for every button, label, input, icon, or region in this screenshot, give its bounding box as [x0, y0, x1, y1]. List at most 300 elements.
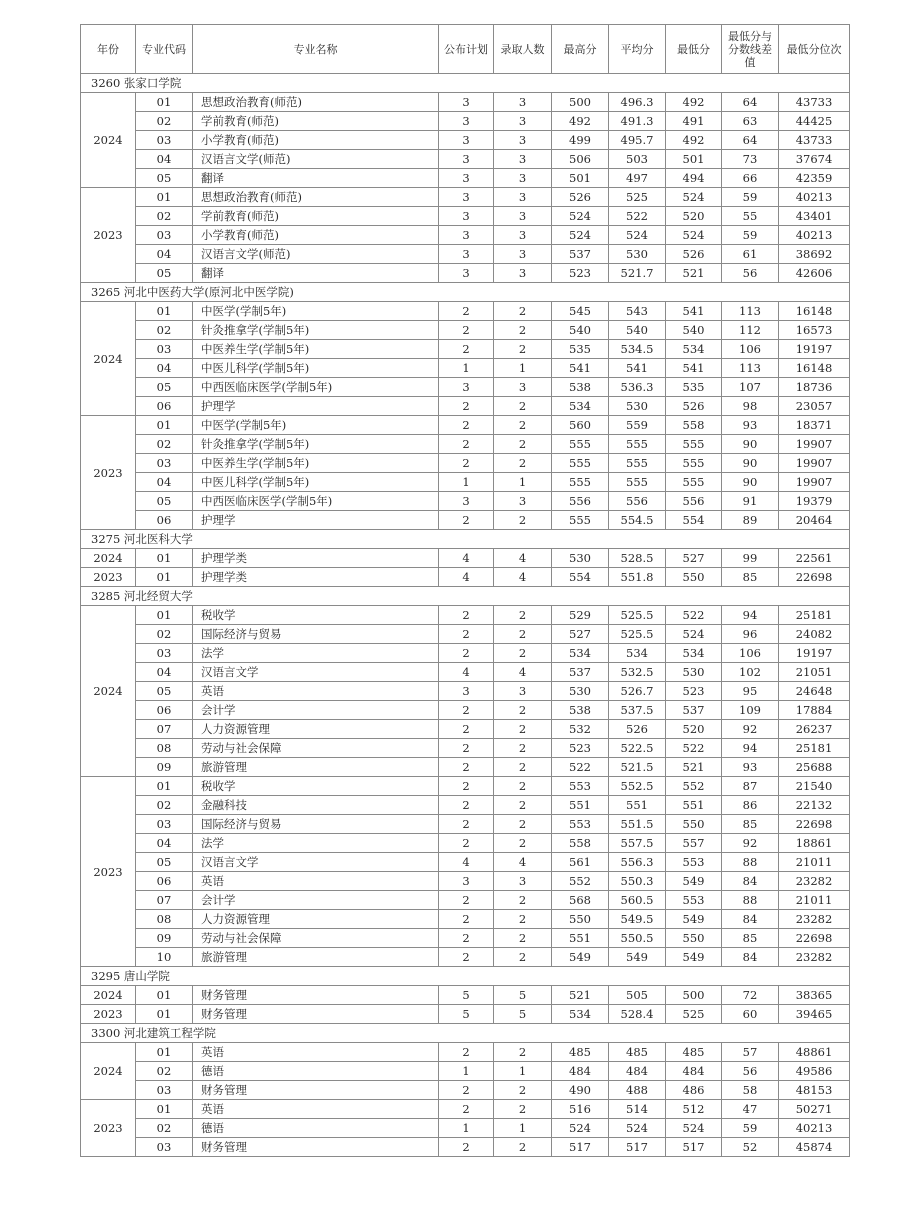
table-row [81, 511, 850, 530]
score-diff-cell: 89 [722, 511, 779, 530]
score-diff-cell: 94 [722, 739, 779, 758]
min-score-cell: 486 [666, 1081, 722, 1100]
score-diff-cell: 92 [722, 720, 779, 739]
admitted-cell: 3 [494, 131, 552, 150]
score-diff-cell: 94 [722, 606, 779, 625]
major-name-cell: 中医学(学制5年) [193, 302, 439, 321]
score-diff-cell: 92 [722, 834, 779, 853]
plan-cell: 2 [439, 815, 494, 834]
major-name-cell: 护理学 [193, 511, 439, 530]
major-code-cell: 02 [136, 435, 193, 454]
min-score-cell: 524 [666, 188, 722, 207]
table-row [81, 169, 850, 188]
table-row [81, 264, 850, 283]
major-code-cell: 06 [136, 701, 193, 720]
table-row [81, 150, 850, 169]
admitted-cell: 2 [494, 321, 552, 340]
admitted-cell: 2 [494, 1138, 552, 1157]
major-name-cell: 小学教育(师范) [193, 131, 439, 150]
major-name-cell: 财务管理 [193, 1005, 439, 1024]
avg-score-cell: 557.5 [609, 834, 666, 853]
avg-score-cell: 556 [609, 492, 666, 511]
institution-title: 3300 河北建筑工程学院 [81, 1024, 850, 1043]
avg-score-cell: 522.5 [609, 739, 666, 758]
admitted-cell: 3 [494, 682, 552, 701]
table-row [81, 853, 850, 872]
avg-score-cell: 551 [609, 796, 666, 815]
plan-cell: 3 [439, 226, 494, 245]
min-score-cell: 527 [666, 549, 722, 568]
avg-score-cell: 485 [609, 1043, 666, 1062]
min-score-cell: 521 [666, 264, 722, 283]
table-row [81, 131, 850, 150]
avg-score-cell: 534 [609, 644, 666, 663]
min-rank-cell: 40213 [779, 1119, 850, 1138]
score-diff-cell: 72 [722, 986, 779, 1005]
score-diff-cell: 57 [722, 1043, 779, 1062]
major-name-cell: 国际经济与贸易 [193, 815, 439, 834]
table-row [81, 302, 850, 321]
min-rank-cell: 50271 [779, 1100, 850, 1119]
major-code-cell: 02 [136, 796, 193, 815]
max-score-cell: 549 [552, 948, 609, 967]
plan-cell: 3 [439, 264, 494, 283]
min-score-cell: 552 [666, 777, 722, 796]
major-name-cell: 翻译 [193, 264, 439, 283]
admitted-cell: 3 [494, 378, 552, 397]
major-code-cell: 01 [136, 1043, 193, 1062]
table-row [81, 891, 850, 910]
score-diff-cell: 64 [722, 131, 779, 150]
major-name-cell: 翻译 [193, 169, 439, 188]
score-diff-cell: 93 [722, 416, 779, 435]
score-diff-cell: 113 [722, 302, 779, 321]
header-year: 年份 [81, 25, 136, 74]
min-score-cell: 524 [666, 625, 722, 644]
admitted-cell: 2 [494, 644, 552, 663]
major-code-cell: 03 [136, 226, 193, 245]
min-score-cell: 522 [666, 739, 722, 758]
avg-score-cell: 541 [609, 359, 666, 378]
major-code-cell: 01 [136, 777, 193, 796]
avg-score-cell: 560.5 [609, 891, 666, 910]
major-code-cell: 04 [136, 834, 193, 853]
major-name-cell: 劳动与社会保障 [193, 739, 439, 758]
admitted-cell: 3 [494, 872, 552, 891]
plan-cell: 2 [439, 758, 494, 777]
plan-cell: 3 [439, 169, 494, 188]
score-diff-cell: 84 [722, 872, 779, 891]
score-diff-cell: 106 [722, 340, 779, 359]
major-code-cell: 01 [136, 549, 193, 568]
plan-cell: 3 [439, 188, 494, 207]
min-score-cell: 501 [666, 150, 722, 169]
score-diff-cell: 87 [722, 777, 779, 796]
table-row [81, 910, 850, 929]
min-score-cell: 557 [666, 834, 722, 853]
avg-score-cell: 550.3 [609, 872, 666, 891]
min-score-cell: 512 [666, 1100, 722, 1119]
plan-cell: 2 [439, 511, 494, 530]
score-diff-cell: 63 [722, 112, 779, 131]
major-name-cell: 会计学 [193, 891, 439, 910]
year-cell: 2024 [81, 302, 136, 416]
avg-score-cell: 521.7 [609, 264, 666, 283]
year-cell: 2023 [81, 416, 136, 530]
min-score-cell: 553 [666, 891, 722, 910]
score-diff-cell: 59 [722, 188, 779, 207]
avg-score-cell: 526 [609, 720, 666, 739]
header-row [81, 25, 850, 74]
score-diff-cell: 91 [722, 492, 779, 511]
min-score-cell: 537 [666, 701, 722, 720]
plan-cell: 2 [439, 644, 494, 663]
score-diff-cell: 102 [722, 663, 779, 682]
avg-score-cell: 549.5 [609, 910, 666, 929]
min-rank-cell: 16148 [779, 302, 850, 321]
admitted-cell: 4 [494, 853, 552, 872]
avg-score-cell: 521.5 [609, 758, 666, 777]
min-score-cell: 555 [666, 454, 722, 473]
avg-score-cell: 525.5 [609, 606, 666, 625]
max-score-cell: 501 [552, 169, 609, 188]
major-name-cell: 法学 [193, 644, 439, 663]
header-max-score: 最高分 [552, 25, 609, 74]
year-cell: 2023 [81, 777, 136, 967]
major-code-cell: 10 [136, 948, 193, 967]
max-score-cell: 554 [552, 568, 609, 587]
score-diff-cell: 98 [722, 397, 779, 416]
admitted-cell: 2 [494, 834, 552, 853]
table-row [81, 321, 850, 340]
score-diff-cell: 64 [722, 93, 779, 112]
admitted-cell: 2 [494, 796, 552, 815]
min-rank-cell: 24648 [779, 682, 850, 701]
header-min-rank: 最低分位次 [779, 25, 850, 74]
max-score-cell: 553 [552, 777, 609, 796]
plan-cell: 2 [439, 606, 494, 625]
institution-row [81, 283, 850, 302]
min-rank-cell: 26237 [779, 720, 850, 739]
min-score-cell: 492 [666, 131, 722, 150]
score-diff-cell: 85 [722, 929, 779, 948]
min-score-cell: 534 [666, 644, 722, 663]
max-score-cell: 492 [552, 112, 609, 131]
table-row [81, 93, 850, 112]
major-name-cell: 思想政治教育(师范) [193, 188, 439, 207]
min-score-cell: 485 [666, 1043, 722, 1062]
min-rank-cell: 43733 [779, 93, 850, 112]
table-row [81, 701, 850, 720]
admitted-cell: 2 [494, 1100, 552, 1119]
score-diff-cell: 55 [722, 207, 779, 226]
avg-score-cell: 524 [609, 1119, 666, 1138]
min-score-cell: 494 [666, 169, 722, 188]
admitted-cell: 2 [494, 948, 552, 967]
table-row [81, 948, 850, 967]
min-rank-cell: 16148 [779, 359, 850, 378]
major-name-cell: 护理学 [193, 397, 439, 416]
major-name-cell: 中医养生学(学制5年) [193, 340, 439, 359]
score-diff-cell: 73 [722, 150, 779, 169]
max-score-cell: 534 [552, 397, 609, 416]
min-rank-cell: 38365 [779, 986, 850, 1005]
max-score-cell: 550 [552, 910, 609, 929]
plan-cell: 2 [439, 948, 494, 967]
min-rank-cell: 40213 [779, 226, 850, 245]
min-rank-cell: 49586 [779, 1062, 850, 1081]
table-row [81, 986, 850, 1005]
avg-score-cell: 536.3 [609, 378, 666, 397]
max-score-cell: 485 [552, 1043, 609, 1062]
table-row [81, 682, 850, 701]
min-rank-cell: 19907 [779, 473, 850, 492]
max-score-cell: 523 [552, 264, 609, 283]
min-rank-cell: 23282 [779, 948, 850, 967]
min-score-cell: 558 [666, 416, 722, 435]
table-row [81, 226, 850, 245]
max-score-cell: 560 [552, 416, 609, 435]
major-code-cell: 03 [136, 1081, 193, 1100]
plan-cell: 2 [439, 1138, 494, 1157]
max-score-cell: 556 [552, 492, 609, 511]
major-name-cell: 财务管理 [193, 986, 439, 1005]
table-row [81, 1119, 850, 1138]
major-code-cell: 08 [136, 739, 193, 758]
admission-score-table [80, 24, 850, 1157]
max-score-cell: 526 [552, 188, 609, 207]
plan-cell: 3 [439, 245, 494, 264]
table-row [81, 720, 850, 739]
avg-score-cell: 496.3 [609, 93, 666, 112]
min-rank-cell: 25181 [779, 606, 850, 625]
score-diff-cell: 84 [722, 948, 779, 967]
admitted-cell: 2 [494, 416, 552, 435]
min-rank-cell: 43401 [779, 207, 850, 226]
major-code-cell: 02 [136, 1062, 193, 1081]
institution-title: 3260 张家口学院 [81, 74, 850, 93]
table-body [81, 74, 850, 1157]
avg-score-cell: 522 [609, 207, 666, 226]
plan-cell: 2 [439, 1100, 494, 1119]
year-cell: 2024 [81, 1043, 136, 1100]
avg-score-cell: 528.5 [609, 549, 666, 568]
plan-cell: 1 [439, 473, 494, 492]
score-diff-cell: 88 [722, 853, 779, 872]
major-name-cell: 汉语言文学(师范) [193, 245, 439, 264]
max-score-cell: 555 [552, 454, 609, 473]
max-score-cell: 500 [552, 93, 609, 112]
min-score-cell: 535 [666, 378, 722, 397]
min-rank-cell: 48153 [779, 1081, 850, 1100]
major-name-cell: 英语 [193, 682, 439, 701]
major-code-cell: 08 [136, 910, 193, 929]
avg-score-cell: 514 [609, 1100, 666, 1119]
avg-score-cell: 540 [609, 321, 666, 340]
major-name-cell: 英语 [193, 872, 439, 891]
min-score-cell: 534 [666, 340, 722, 359]
major-name-cell: 金融科技 [193, 796, 439, 815]
admitted-cell: 3 [494, 264, 552, 283]
major-code-cell: 01 [136, 1100, 193, 1119]
max-score-cell: 535 [552, 340, 609, 359]
score-diff-cell: 47 [722, 1100, 779, 1119]
plan-cell: 3 [439, 112, 494, 131]
plan-cell: 2 [439, 910, 494, 929]
min-score-cell: 526 [666, 397, 722, 416]
min-score-cell: 541 [666, 302, 722, 321]
major-name-cell: 德语 [193, 1062, 439, 1081]
max-score-cell: 524 [552, 207, 609, 226]
table-row [81, 435, 850, 454]
table-row [81, 416, 850, 435]
major-code-cell: 01 [136, 416, 193, 435]
min-score-cell: 540 [666, 321, 722, 340]
table-row [81, 929, 850, 948]
min-rank-cell: 21540 [779, 777, 850, 796]
major-name-cell: 思想政治教育(师范) [193, 93, 439, 112]
table-row [81, 492, 850, 511]
min-rank-cell: 17884 [779, 701, 850, 720]
table-row [81, 112, 850, 131]
avg-score-cell: 556.3 [609, 853, 666, 872]
major-name-cell: 国际经济与贸易 [193, 625, 439, 644]
max-score-cell: 517 [552, 1138, 609, 1157]
major-code-cell: 03 [136, 131, 193, 150]
admitted-cell: 1 [494, 473, 552, 492]
score-diff-cell: 96 [722, 625, 779, 644]
table-row [81, 815, 850, 834]
major-name-cell: 财务管理 [193, 1138, 439, 1157]
min-score-cell: 555 [666, 473, 722, 492]
major-code-cell: 02 [136, 207, 193, 226]
avg-score-cell: 505 [609, 986, 666, 1005]
plan-cell: 2 [439, 1081, 494, 1100]
min-score-cell: 524 [666, 226, 722, 245]
admitted-cell: 3 [494, 188, 552, 207]
plan-cell: 2 [439, 891, 494, 910]
admitted-cell: 2 [494, 511, 552, 530]
min-rank-cell: 19379 [779, 492, 850, 511]
max-score-cell: 540 [552, 321, 609, 340]
min-rank-cell: 22698 [779, 568, 850, 587]
max-score-cell: 516 [552, 1100, 609, 1119]
major-code-cell: 07 [136, 720, 193, 739]
min-rank-cell: 22698 [779, 815, 850, 834]
plan-cell: 2 [439, 416, 494, 435]
max-score-cell: 523 [552, 739, 609, 758]
major-name-cell: 德语 [193, 1119, 439, 1138]
min-score-cell: 484 [666, 1062, 722, 1081]
major-code-cell: 04 [136, 245, 193, 264]
major-name-cell: 税收学 [193, 777, 439, 796]
major-code-cell: 03 [136, 1138, 193, 1157]
max-score-cell: 561 [552, 853, 609, 872]
major-code-cell: 01 [136, 188, 193, 207]
major-code-cell: 05 [136, 169, 193, 188]
min-rank-cell: 21051 [779, 663, 850, 682]
avg-score-cell: 551.5 [609, 815, 666, 834]
admitted-cell: 2 [494, 891, 552, 910]
table-row [81, 359, 850, 378]
min-rank-cell: 23057 [779, 397, 850, 416]
admitted-cell: 3 [494, 150, 552, 169]
avg-score-cell: 551.8 [609, 568, 666, 587]
table-row [81, 1138, 850, 1157]
plan-cell: 2 [439, 302, 494, 321]
min-score-cell: 530 [666, 663, 722, 682]
plan-cell: 5 [439, 986, 494, 1005]
major-name-cell: 汉语言文学 [193, 663, 439, 682]
major-code-cell: 01 [136, 93, 193, 112]
min-score-cell: 541 [666, 359, 722, 378]
table-row [81, 625, 850, 644]
min-rank-cell: 18371 [779, 416, 850, 435]
min-score-cell: 551 [666, 796, 722, 815]
admitted-cell: 3 [494, 226, 552, 245]
major-code-cell: 01 [136, 986, 193, 1005]
min-score-cell: 555 [666, 435, 722, 454]
institution-row [81, 1024, 850, 1043]
admitted-cell: 1 [494, 1119, 552, 1138]
admitted-cell: 2 [494, 929, 552, 948]
major-code-cell: 05 [136, 682, 193, 701]
score-diff-cell: 58 [722, 1081, 779, 1100]
plan-cell: 2 [439, 796, 494, 815]
table-row [81, 872, 850, 891]
max-score-cell: 490 [552, 1081, 609, 1100]
min-rank-cell: 19907 [779, 435, 850, 454]
max-score-cell: 521 [552, 986, 609, 1005]
plan-cell: 4 [439, 663, 494, 682]
score-diff-cell: 84 [722, 910, 779, 929]
major-name-cell: 护理学类 [193, 568, 439, 587]
major-code-cell: 03 [136, 454, 193, 473]
admitted-cell: 2 [494, 720, 552, 739]
major-name-cell: 英语 [193, 1100, 439, 1119]
min-rank-cell: 44425 [779, 112, 850, 131]
score-diff-cell: 95 [722, 682, 779, 701]
major-name-cell: 汉语言文学(师范) [193, 150, 439, 169]
avg-score-cell: 488 [609, 1081, 666, 1100]
admitted-cell: 1 [494, 359, 552, 378]
header-admitted: 录取人数 [494, 25, 552, 74]
min-rank-cell: 22132 [779, 796, 850, 815]
min-rank-cell: 23282 [779, 872, 850, 891]
table-row [81, 739, 850, 758]
table-row [81, 454, 850, 473]
major-name-cell: 中西医临床医学(学制5年) [193, 492, 439, 511]
major-code-cell: 01 [136, 1005, 193, 1024]
major-name-cell: 税收学 [193, 606, 439, 625]
plan-cell: 2 [439, 701, 494, 720]
year-cell: 2023 [81, 1100, 136, 1157]
score-diff-cell: 56 [722, 1062, 779, 1081]
plan-cell: 4 [439, 853, 494, 872]
plan-cell: 4 [439, 568, 494, 587]
max-score-cell: 534 [552, 1005, 609, 1024]
admitted-cell: 2 [494, 454, 552, 473]
admitted-cell: 2 [494, 435, 552, 454]
max-score-cell: 537 [552, 245, 609, 264]
major-code-cell: 02 [136, 321, 193, 340]
min-score-cell: 550 [666, 929, 722, 948]
admitted-cell: 4 [494, 663, 552, 682]
score-diff-cell: 90 [722, 473, 779, 492]
min-rank-cell: 43733 [779, 131, 850, 150]
admitted-cell: 5 [494, 986, 552, 1005]
major-code-cell: 06 [136, 397, 193, 416]
